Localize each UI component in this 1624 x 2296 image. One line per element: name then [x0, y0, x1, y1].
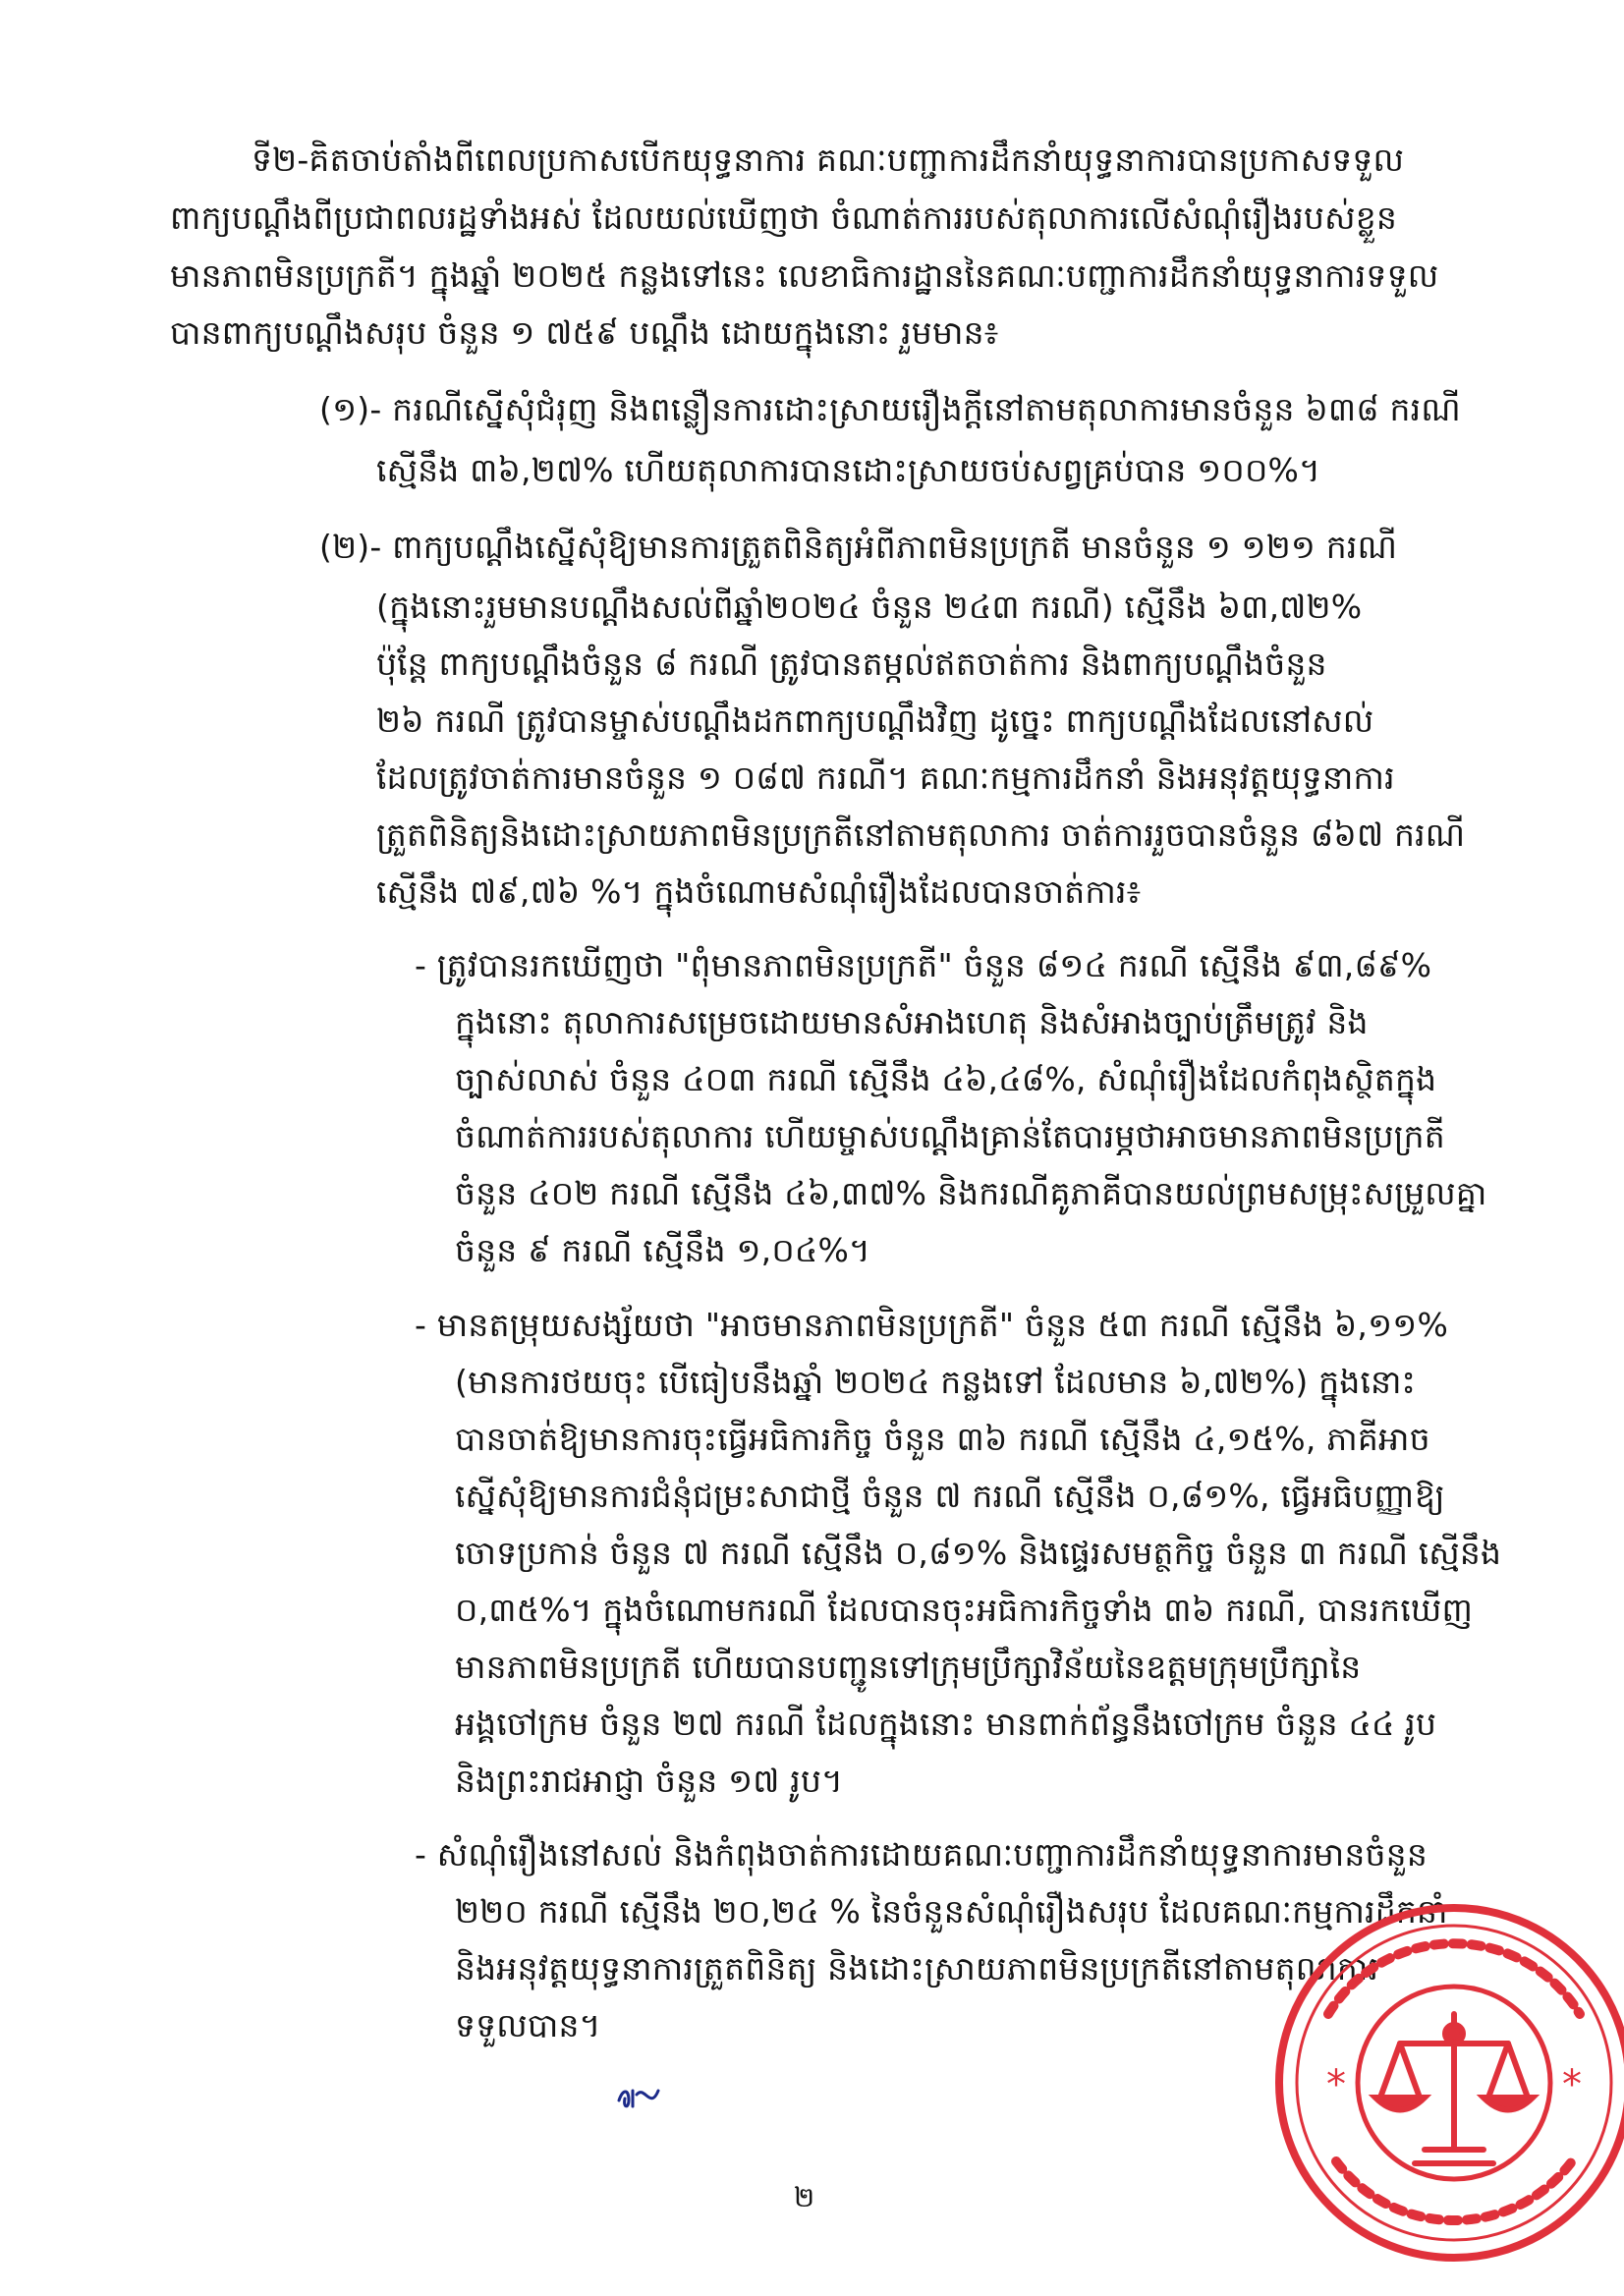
- text-line: (ក្នុងនោះរួមមានបណ្តឹងសល់ពីឆ្នាំ២០២៤ ចំនួន ២៤៣ ករណី) ស្មើនឹង ៦៣,៧២%: [376, 588, 1363, 626]
- text-line: និងអនុវត្តយុទ្ធនាការត្រួតពិនិត្យ និងដោះស្រាយភាពមិនប្រក្រតីនៅតាមតុលាការ: [455, 1949, 1379, 1988]
- text-line: អង្គចៅក្រម ចំនួន ២៧ ករណី ដែលក្នុងនោះ មានពាក់ព័ន្ធនឹងចៅក្រម ចំនួន ៤៤ រូប: [455, 1705, 1437, 1743]
- text-line: ចំណាត់ការរបស់តុលាការ ហើយម្ចាស់បណ្តឹងគ្រាន់តែបារម្ភថាអាចមានភាពមិនប្រក្រតី: [455, 1117, 1445, 1155]
- text-line: - មានតម្រុយសង្ស័យថា "អាចមានភាពមិនប្រក្រតី" ចំនួន ៥៣ ករណី ស្មើនឹង ៦,១១%: [415, 1306, 1449, 1344]
- text-line: ពាក្យបណ្តឹងពីប្រជាពលរដ្ឋទាំងអស់ ដែលយល់ឃើញថា ចំណាត់ការរបស់តុលាការលើសំណុំរឿងរបស់ខ្លួន: [170, 198, 1398, 237]
- text-line: មានភាពមិនប្រក្រតី ហើយបានបញ្ជូនទៅក្រុមប្រឹក្សាវិន័យនៃឧត្តមក្រុមប្រឹក្សានៃ: [455, 1648, 1362, 1686]
- text-line: និងព្រះរាជអាជ្ញា ចំនួន ១៧ រូប។: [455, 1762, 844, 1800]
- text-line: មានភាពមិនប្រក្រតី។ ក្នុងឆ្នាំ ២០២៥ កន្លងទៅនេះ លេខាធិការដ្ឋាននៃគណៈបញ្ជាការដឹកនាំយុទ្ធនាការទទួល: [170, 256, 1439, 295]
- text-line: ២២០ ករណី ស្មើនឹង ២០,២៤ % នៃចំនួនសំណុំរឿងសរុប ដែលគណៈកម្មការដឹកនាំ: [455, 1892, 1448, 1931]
- text-line: ទី២-គិតចាប់តាំងពីពេលប្រកាសបើកយុទ្ធនាការ គណៈបញ្ជាការដឹកនាំយុទ្ធនាការបានប្រកាសទទួល: [252, 140, 1405, 179]
- text-line: បានពាក្យបណ្តឹងសរុប ចំនួន ១ ៧៥៩ បណ្តឹង ដោយក្នុងនោះ រួមមាន៖: [170, 313, 999, 352]
- official-seal-stamp: [1267, 1896, 1624, 2269]
- text-line: (២)- ពាក្យបណ្តឹងស្នើសុំឱ្យមានការត្រួតពិនិត្យអំពីភាពមិនប្រក្រតី មានចំនួន ១ ១២១ ករណី: [319, 528, 1398, 566]
- page-number: ២: [794, 2181, 815, 2213]
- text-line: ចំនួន ៩ ករណី ស្មើនឹង ១,០៤%។: [455, 1231, 870, 1269]
- svg-text:*: *: [1562, 2062, 1582, 2107]
- text-line: ស្នើសុំឱ្យមានការជំនុំជម្រះសាជាថ្មី ចំនួន ៧ ករណី ស្មើនឹង ០,៨១%, ធ្វើអធិបញ្ញាឱ្យ: [455, 1477, 1445, 1515]
- text-line: (មានការថយចុះ បើធៀបនឹងឆ្នាំ ២០២៤ កន្លងទៅ ដែលមាន ៦,៧២%) ក្នុងនោះ: [455, 1363, 1417, 1401]
- text-line: ចោទប្រកាន់ ចំនួន ៧ ករណី ស្មើនឹង ០,៨១% និងផ្ទេរសមត្ថកិច្ច ចំនួន ៣ ករណី ស្មើនឹង: [455, 1534, 1502, 1572]
- text-line: ទទួលបាន។: [455, 2006, 601, 2044]
- text-line: - សំណុំរឿងនៅសល់ និងកំពុងចាត់ការដោយគណៈបញ្ជាការដឹកនាំយុទ្ធនាការមានចំនួន: [415, 1835, 1428, 1874]
- text-line: ២៦ ករណី ត្រូវបានម្ចាស់បណ្តឹងដកពាក្យបណ្តឹងវិញ ដូច្នេះ ពាក្យបណ្តឹងដែលនៅសល់: [376, 701, 1374, 740]
- text-line: - ត្រូវបានរកឃើញថា "ពុំមានភាពមិនប្រក្រតី" ចំនួន ៨១៤ ករណី ស្មើនឹង ៩៣,៨៩%: [415, 946, 1432, 984]
- text-line: ស្មើនឹង ៣៦,២៧% ហើយតុលាការបានដោះស្រាយចប់សព្វគ្រប់បាន ១០០%។: [376, 451, 1321, 489]
- text-line: ដែលត្រូវចាត់ការមានចំនួន ១ ០៨៧ ករណី។ គណៈកម្មការដឹកនាំ និងអនុវត្តយុទ្ធនាការ: [376, 758, 1395, 797]
- text-line: ស្មើនឹង ៧៩,៧៦ %។ ក្នុងចំណោមសំណុំរឿងដែលបានចាត់ការ៖: [376, 872, 1142, 911]
- signature-initials: [615, 2081, 662, 2114]
- text-line: ក្នុងនោះ តុលាការសម្រេចដោយមានសំអាងហេតុ និងសំអាងច្បាប់ត្រឹមត្រូវ និង: [455, 1003, 1369, 1041]
- text-line: ច្បាស់លាស់ ចំនួន ៤០៣ ករណី ស្មើនឹង ៤៦,៤៨%, សំណុំរឿងដែលកំពុងស្ថិតក្នុង: [455, 1060, 1437, 1098]
- text-line: (១)- ករណីស្នើសុំជំរុញ និងពន្លឿនការដោះស្រាយរឿងក្តីនៅតាមតុលាការមានចំនួន ៦៣៨ ករណី: [319, 390, 1461, 428]
- svg-text:*: *: [1326, 2062, 1346, 2107]
- text-line: ចំនួន ៤០២ ករណី ស្មើនឹង ៤៦,៣៧% និងករណីគូភាគីបានយល់ព្រមសម្រុះសម្រួលគ្នា: [455, 1174, 1487, 1212]
- text-line: ០,៣៥%។ ក្នុងចំណោមករណី ដែលបានចុះអធិការកិច្ចទាំង ៣៦ ករណី, បានរកឃើញ: [455, 1591, 1474, 1629]
- text-line: ប៉ុន្តែ ពាក្យបណ្តឹងចំនួន ៨ ករណី ត្រូវបានតម្កល់ឥតចាត់ការ និងពាក្យបណ្តឹងចំនួន: [376, 644, 1327, 683]
- text-line: ត្រួតពិនិត្យនិងដោះស្រាយភាពមិនប្រក្រតីនៅតាមតុលាការ ចាត់ការរួចបានចំនួន ៨៦៧ ករណី: [376, 815, 1466, 854]
- text-line: បានចាត់ឱ្យមានការចុះធ្វើអធិការកិច្ច ចំនួន ៣៦ ករណី ស្មើនឹង ៤,១៥%, ភាគីអាច: [455, 1420, 1430, 1458]
